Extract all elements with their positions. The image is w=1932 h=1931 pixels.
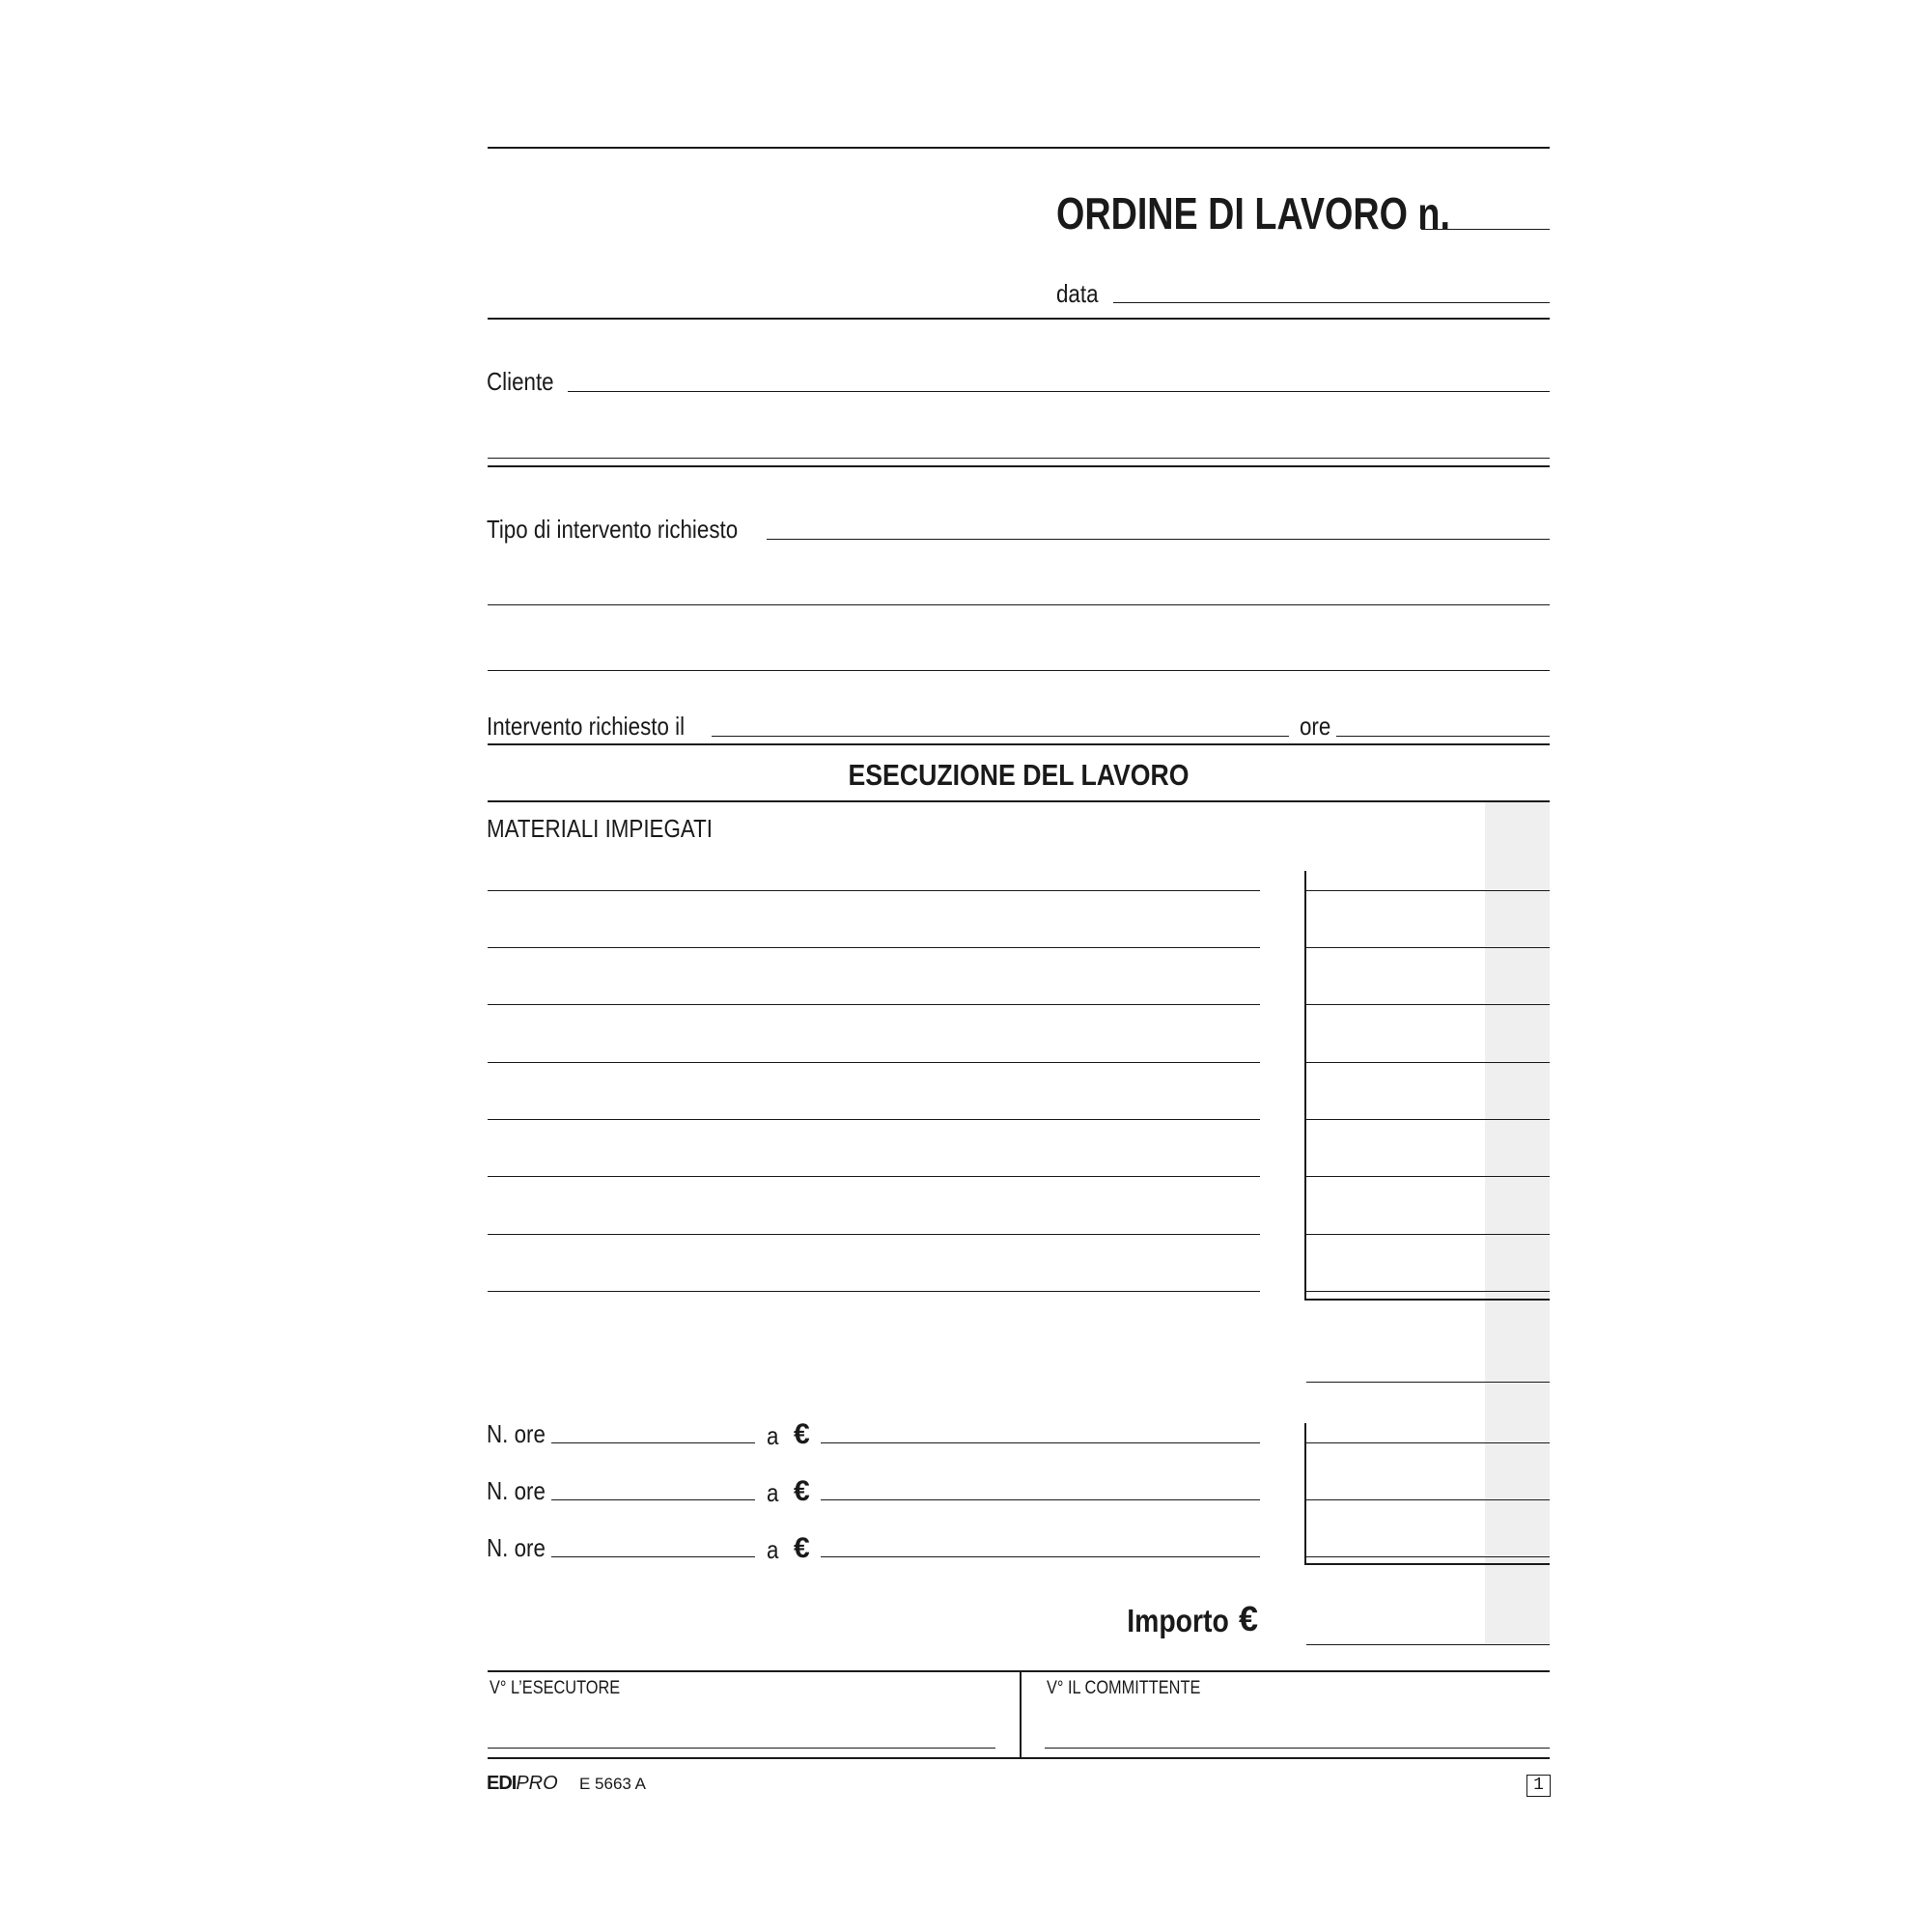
- labour-amount-line[interactable]: [1306, 1442, 1550, 1443]
- labour-amount-line[interactable]: [1306, 1556, 1550, 1557]
- client-signature-field[interactable]: [1045, 1748, 1550, 1749]
- labour-rate-label: a: [767, 1421, 779, 1450]
- labour-rate-label: a: [767, 1478, 779, 1507]
- client-field-line-2[interactable]: [488, 458, 1550, 459]
- labour-amount-column-divider: [1304, 1423, 1306, 1564]
- labour-amount-line[interactable]: [1306, 1499, 1550, 1500]
- euro-icon: €: [794, 1532, 810, 1564]
- execution-section-title: ESECUZIONE DEL LAVORO: [848, 758, 1190, 792]
- execution-top-rule: [488, 743, 1550, 745]
- euro-icon: €: [1239, 1599, 1259, 1638]
- euro-icon: €: [794, 1475, 810, 1507]
- material-line[interactable]: [488, 1176, 1260, 1177]
- material-line[interactable]: [488, 1062, 1260, 1063]
- material-line[interactable]: [488, 890, 1260, 891]
- labour-hours-label: N. ore: [487, 1419, 546, 1448]
- labour-hours-field[interactable]: [551, 1499, 755, 1500]
- signature-bottom-rule: [488, 1757, 1550, 1759]
- top-rule: [488, 147, 1550, 149]
- material-line[interactable]: [488, 947, 1260, 948]
- signature-top-rule: [488, 1670, 1550, 1672]
- labour-hours-label: N. ore: [487, 1533, 546, 1562]
- total-amount-field[interactable]: [1306, 1644, 1550, 1645]
- material-amount-line[interactable]: [1306, 1176, 1550, 1177]
- requested-hours-field[interactable]: [1336, 736, 1550, 737]
- labour-rate-field[interactable]: [821, 1442, 1260, 1443]
- material-amount-line[interactable]: [1306, 1119, 1550, 1120]
- requested-on-field[interactable]: [712, 736, 1289, 737]
- requested-hours-label: ore: [1300, 712, 1331, 741]
- client-field[interactable]: [568, 391, 1550, 392]
- material-amount-line[interactable]: [1306, 1291, 1550, 1292]
- material-line[interactable]: [488, 1291, 1260, 1292]
- form-title: ORDINE DI LAVORO n.: [1056, 188, 1450, 238]
- material-amount-line[interactable]: [1306, 947, 1550, 948]
- amount-column-shade: [1485, 802, 1550, 1644]
- material-amount-line[interactable]: [1306, 1234, 1550, 1235]
- material-line[interactable]: [488, 1004, 1260, 1005]
- requested-on-label: Intervento richiesto il: [487, 712, 686, 741]
- brand-logo-italic: PRO: [516, 1773, 558, 1794]
- client-signature-label: V° IL COMMITTENTE: [1047, 1678, 1201, 1698]
- materials-subtotal-field[interactable]: [1306, 1382, 1550, 1383]
- brand-logo: [487, 1774, 558, 1793]
- total-label: Importo: [1127, 1603, 1229, 1638]
- execution-title-rule: [488, 800, 1550, 802]
- labour-hours-field[interactable]: [551, 1556, 755, 1557]
- signature-divider: [1020, 1671, 1022, 1758]
- material-line[interactable]: [488, 1234, 1260, 1235]
- order-number-field[interactable]: [1421, 229, 1550, 230]
- material-line[interactable]: [488, 1119, 1260, 1120]
- intervention-type-line-2[interactable]: [488, 604, 1550, 605]
- intervention-type-field[interactable]: [767, 539, 1550, 540]
- labour-subtotal-rule: [1304, 1563, 1550, 1565]
- date-field[interactable]: [1113, 302, 1550, 303]
- labour-hours-label: N. ore: [487, 1476, 546, 1505]
- euro-icon: €: [794, 1418, 810, 1450]
- labour-rate-field[interactable]: [821, 1556, 1260, 1557]
- material-amount-line[interactable]: [1306, 890, 1550, 891]
- material-amount-line[interactable]: [1306, 1004, 1550, 1005]
- materials-label: MATERIALI IMPIEGATI: [487, 814, 713, 843]
- labour-rate-field[interactable]: [821, 1499, 1260, 1500]
- brand-logo-bold: EDI: [487, 1773, 517, 1794]
- executor-signature-label: V° L’ESECUTORE: [490, 1678, 621, 1698]
- form-code: E 5663 A: [579, 1775, 647, 1793]
- client-bottom-rule: [488, 465, 1550, 467]
- intervention-type-label: Tipo di intervento richiesto: [487, 515, 739, 544]
- header-bottom-rule: [488, 318, 1550, 320]
- materials-amount-column-divider: [1304, 871, 1306, 1300]
- material-amount-line[interactable]: [1306, 1062, 1550, 1063]
- labour-hours-field[interactable]: [551, 1442, 755, 1443]
- intervention-type-line-3[interactable]: [488, 670, 1550, 671]
- client-label: Cliente: [487, 367, 554, 396]
- labour-rate-label: a: [767, 1535, 779, 1564]
- page-number: 1: [1526, 1775, 1551, 1797]
- materials-subtotal-rule: [1304, 1299, 1550, 1301]
- date-label: data: [1056, 279, 1099, 308]
- executor-signature-field[interactable]: [488, 1748, 995, 1749]
